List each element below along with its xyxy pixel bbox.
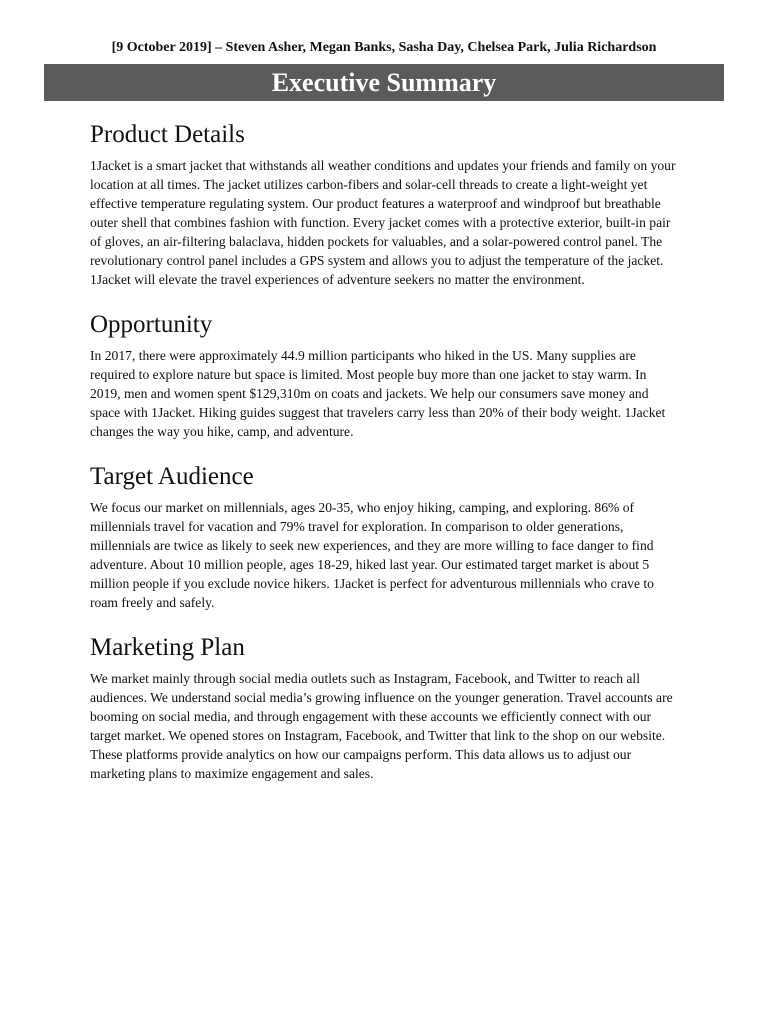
section-opportunity <box>90 307 680 441</box>
section-product-details <box>90 117 680 289</box>
section-heading: Target Audience <box>90 463 254 490</box>
document-header-line: [9 October 2019] – Steven Asher, Megan Banks, Sasha Day, Chelsea Park, Julia Richardson <box>111 40 657 55</box>
section-heading: Opportunity <box>90 311 213 338</box>
section-target-audience <box>90 459 680 612</box>
section-heading: Product Details <box>90 121 245 148</box>
page-title: Executive Summary <box>44 64 724 101</box>
section-paragraph: 1Jacket is a smart jacket that withstands all weather conditions and updates your friends and family on your location at all times. The jacket utilizes carbon-fibers and solar-cell threads to create a light-weight yet effective temperature regulating system. Our product features a waterproof and windproof but breathable outer shell that combines fashion with function. Every jacket comes with a protective exterior, built-in pair of gloves, an air-filtering balaclava, hidden pockets for valuables, and a solar-powered control panel. The revolutionary control panel includes a GPS system and allows you to adjust the temperature of the jacket. 1Jacket will elevate the travel experiences of adventure seekers no matter the environment. <box>90 158 676 287</box>
section-heading: Marketing Plan <box>90 634 245 661</box>
document-body <box>90 117 680 801</box>
section-paragraph: In 2017, there were approximately 44.9 million participants who hiked in the US. Many supplies are required to explore nature but space is limited. Most people buy more than one jacket to stay warm. In 2019, men and women spent $129,310m on coats and jackets. We help our consumers save money and space with 1Jacket. Hiking guides suggest that travelers carry less than 20% of their body weight. 1Jacket changes the way you hike, camp, and adventure. <box>90 348 666 439</box>
section-paragraph: We focus our market on millennials, ages 20-35, who enjoy hiking, camping, and exploring. 86% of millennials travel for vacation and 79% travel for exploration. In comparison to older generations, millennials are twice as likely to seek new experiences, and they are more willing to face danger to find adventure. About 10 million people, ages 18-29, hiked last year. Our estimated target market is about 5 million people if you exclude novice hikers. 1Jacket is perfect for adventurous millennials who crave to roam freely and safely. <box>90 500 654 610</box>
section-paragraph: We market mainly through social media outlets such as Instagram, Facebook, and Twitter to reach all audiences. We understand social media’s growing influence on the younger generation. Travel accounts are booming on social media, and through engagement with these accounts we efficiently connect with our target market. We opened stores on Instagram, Facebook, and Twitter that link to the shop on our website. These platforms provide analytics on how our campaigns perform. This data allows us to adjust our marketing plans to maximize engagement and sales. <box>90 671 673 781</box>
section-marketing-plan <box>90 630 680 783</box>
